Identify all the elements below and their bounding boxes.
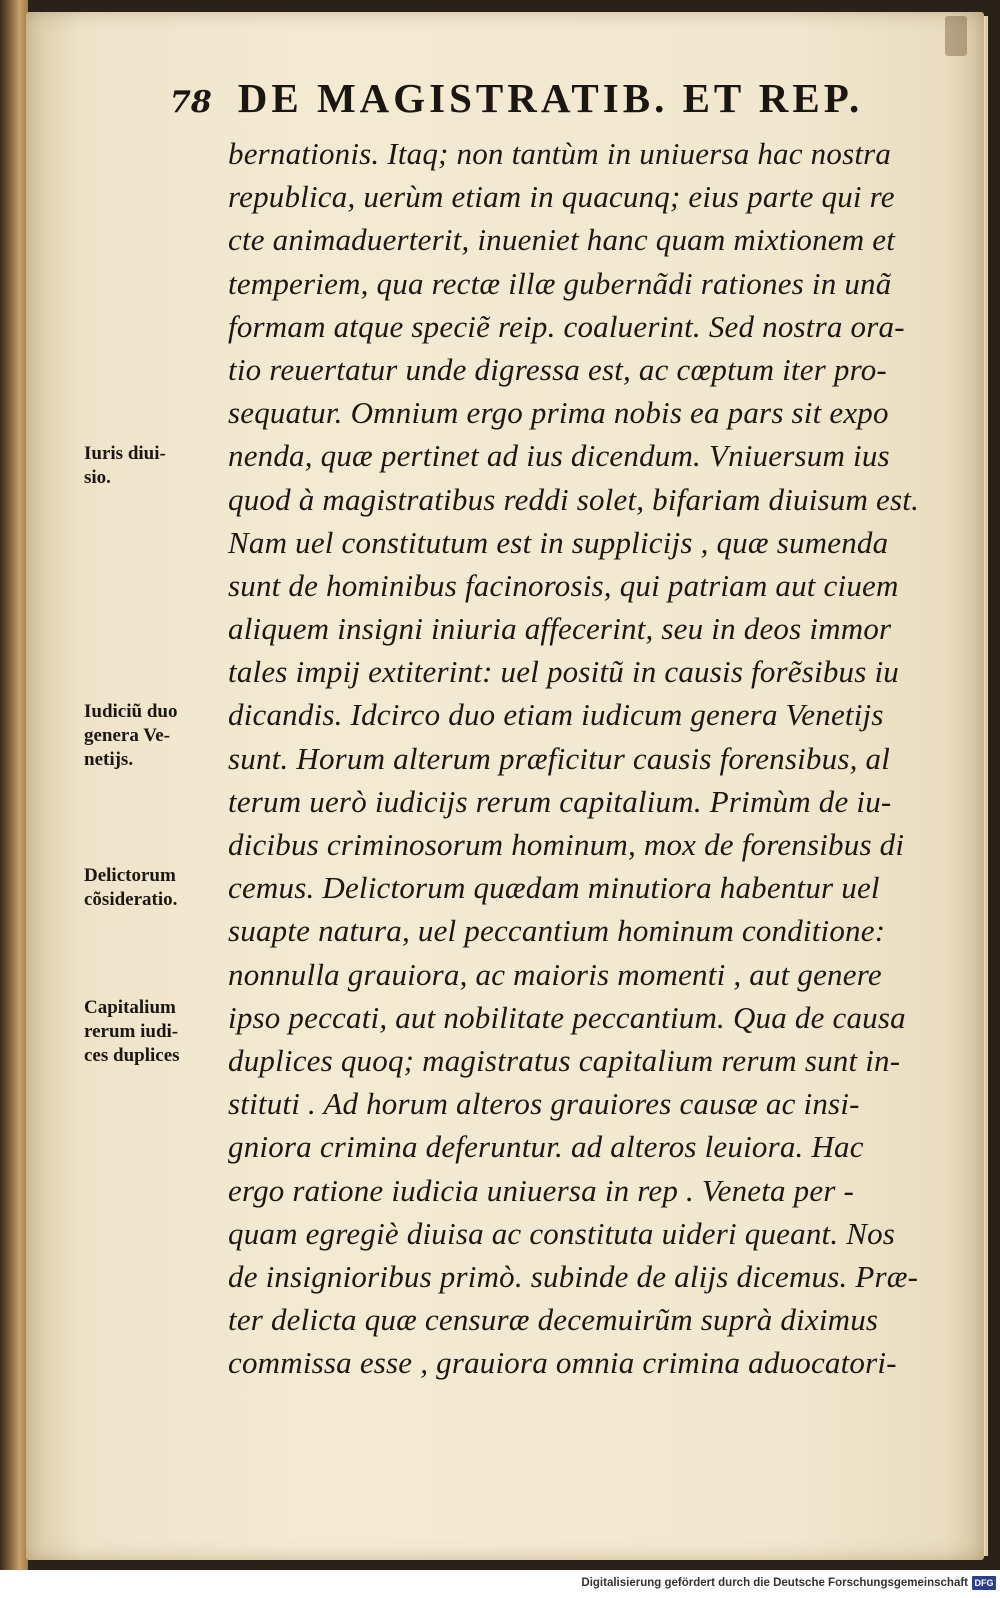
marginal-line: rerum iudi-	[84, 1021, 179, 1042]
text-line: commissa esse , grauiora omnia crimina aduocatori-	[228, 1345, 897, 1381]
marginal-line: Iudiciũ duo	[84, 701, 178, 722]
text-line: dicibus criminosorum hominum, mox de forensibus di	[228, 827, 905, 862]
text-line: sunt de hominibus facinorosis, qui patriam aut ciuem	[228, 567, 899, 603]
text-line: aliquem insigni iniuria affecerint, seu in deos immor	[228, 611, 892, 647]
text-line: sunt. Horum alterum præficitur causis forensibus, al	[228, 740, 891, 776]
main-text-block	[228, 132, 958, 1384]
text-line: cte animaduerterit, inueniet hanc quam mixtionem et	[228, 222, 896, 258]
marginal-line: genera Ve-	[84, 725, 171, 746]
digitization-footer	[0, 1570, 1000, 1598]
text-line: quod à magistratibus reddi solet, bifariam diuisum est.	[228, 481, 920, 517]
marginal-note-delictorum	[84, 864, 224, 912]
dfg-logo: DFG	[972, 1576, 996, 1590]
text-line: sequatur. Omnium ergo prima nobis ea pars sit expo	[228, 395, 889, 431]
text-line: quam egregiè diuisa ac constituta uideri queant. Nos	[228, 1215, 896, 1251]
text-line: stituti . Ad horum alteros grauiores causæ ac insi-	[228, 1086, 860, 1122]
marginal-line: netijs.	[84, 749, 134, 770]
marginal-line: ces duplices	[84, 1045, 180, 1066]
marginal-note-iudicium-genera	[84, 700, 224, 772]
text-line: bernationis. Itaq; non tantùm in uniuersa hac nostra	[228, 136, 892, 171]
text-line: nonnulla grauiora, ac maioris momenti , aut genere	[228, 956, 882, 992]
text-line: formam atque speciẽ reip. coaluerint. Sed nostra ora-	[228, 308, 905, 344]
marginal-line: sio.	[84, 467, 111, 488]
text-line: ipso peccati, aut nobilitate peccantium. Qua de causa	[228, 999, 906, 1035]
funding-credit: Digitalisierung gefördert durch die Deutsche Forschungsgemeinschaft	[581, 1577, 968, 1589]
marginal-note-iuris-diuisio	[84, 442, 224, 490]
text-line: terum uerò iudicijs rerum capitalium. Primùm de iu-	[228, 783, 892, 819]
marginal-line: cõsideratio.	[84, 889, 178, 910]
text-line: Nam uel constitutum est in supplicijs , quæ sumenda	[228, 524, 889, 560]
page-number: 78	[170, 85, 212, 120]
book-binding-edge	[0, 0, 28, 1570]
text-line: suapte natura, uel peccantium hominum conditione:	[228, 913, 886, 949]
text-line: republica, uerùm etiam in quacunq; eius parte qui re	[228, 179, 895, 215]
page-corner-stain	[945, 16, 967, 56]
text-line: cemus. Delictorum quædam minutiora habentur uel	[228, 870, 880, 906]
text-line: temperiem, qua rectæ illæ gubernãdi rationes in unã	[228, 265, 892, 301]
marginal-line: Iuris diui-	[84, 443, 166, 464]
text-line: duplices quoq; magistratus capitalium rerum sunt in-	[228, 1042, 901, 1078]
text-line: tales impij extiterint: uel positũ in causis forẽsibus iu	[228, 654, 899, 690]
text-line: nenda, quæ pertinet ad ius dicendum. Vniuersum ius	[228, 438, 890, 474]
running-head	[170, 74, 930, 124]
text-line: de insignioribus primò. subinde de alijs dicemus. Præ-	[228, 1258, 919, 1294]
text-line: tio reuertatur unde digressa est, ac cœptum iter pro-	[228, 351, 887, 387]
text-line: gniora crimina deferuntur. ad alteros leuiora. Hac	[228, 1129, 864, 1165]
marginal-line: Delictorum	[84, 865, 176, 886]
running-title: DE MAGISTRATIB. ET REP.	[237, 75, 864, 121]
text-line: ergo ratione iudicia uniuersa in rep . Veneta per -	[228, 1172, 855, 1208]
text-line: dicandis. Idcirco duo etiam iudicum genera Venetijs	[228, 697, 884, 733]
marginal-note-capitalium	[84, 996, 224, 1068]
marginal-line: Capitalium	[84, 997, 176, 1018]
text-line: ter delicta quæ censuræ decemuirũm suprà diximus	[228, 1302, 879, 1338]
